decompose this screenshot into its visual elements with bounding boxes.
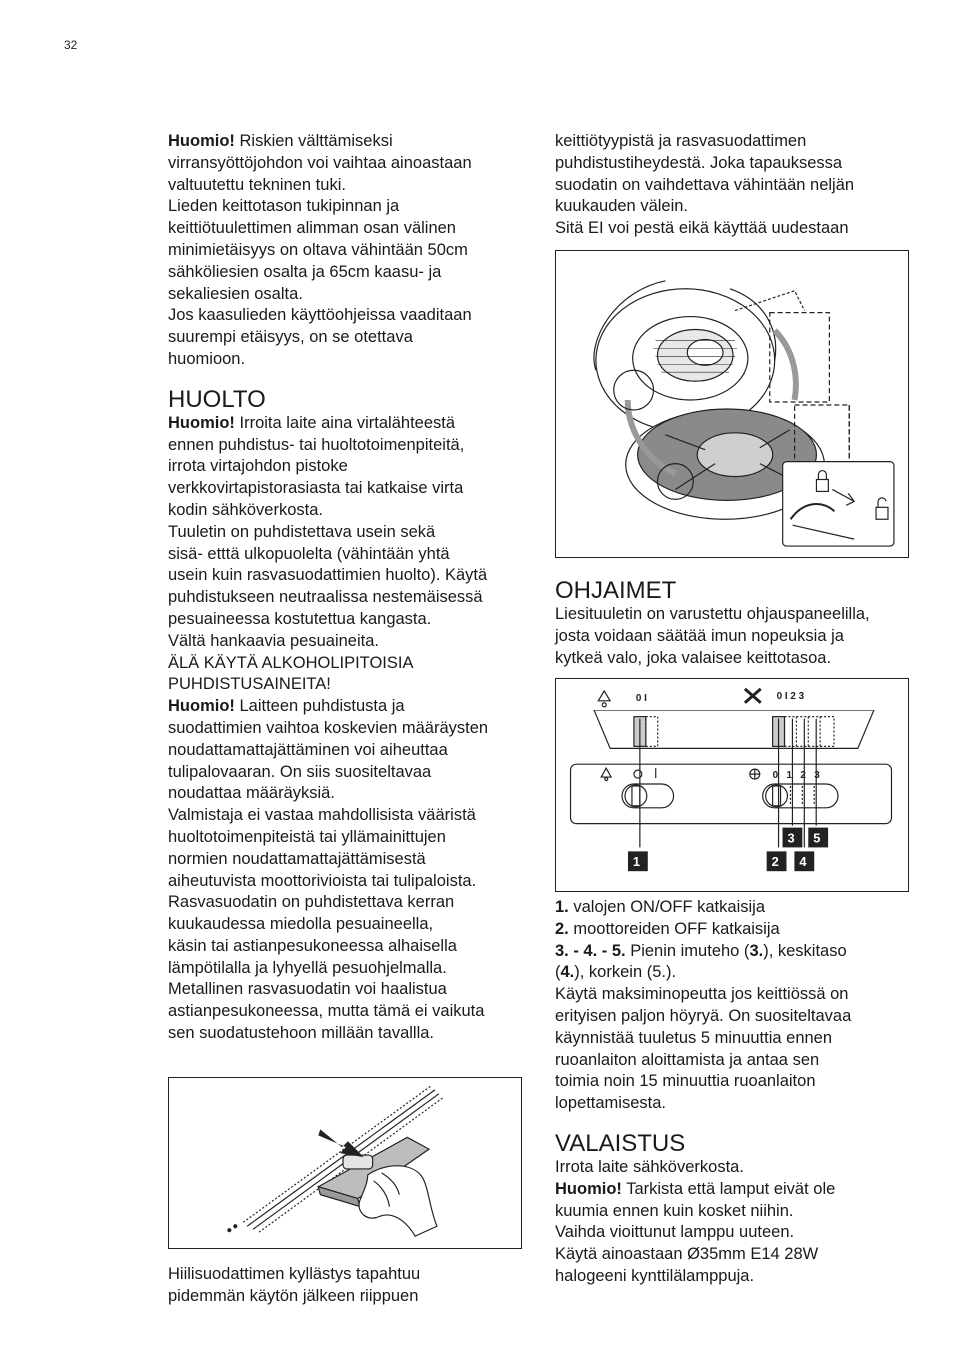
text-run: ennen puhdistus- tai huoltotoimenpiteitä, [168, 435, 465, 454]
text-line [168, 218, 528, 240]
text-line [555, 1244, 915, 1266]
text-run: aiheutuvista moottorivioista tai tulipaloista. [168, 871, 477, 890]
text-line [168, 979, 528, 1001]
ohjaimet-heading: OHJAIMET [555, 577, 677, 604]
text-line [168, 153, 528, 175]
text-line [168, 1264, 420, 1286]
text-line [168, 609, 528, 631]
text-line [555, 218, 915, 240]
text-line [555, 897, 915, 919]
control-panel-illustration [556, 679, 908, 891]
callout-4: 4 [799, 854, 807, 870]
text-run: usein kuin rasvasuodattimien huolto). Käytä [168, 566, 488, 585]
text-line [555, 941, 915, 963]
text-line [168, 1023, 528, 1045]
text-line [168, 1286, 420, 1308]
left-column [168, 131, 528, 1045]
text-run: Irroita laite aina virtalähteestä [234, 413, 456, 432]
right-column-mid [555, 578, 915, 669]
text-line [168, 478, 528, 500]
text-line [555, 1222, 915, 1244]
text-run: Valmistaja ei vastaa mahdollisista vääristä [168, 806, 476, 825]
text-run: valtuutettu tekninen tuki. [168, 175, 346, 194]
bold-run: 3. - 4. - 5. [555, 941, 626, 960]
text-line [555, 1050, 915, 1072]
text-run: ( [555, 963, 561, 982]
text-line [168, 740, 528, 762]
text-line [168, 544, 528, 566]
text-line [555, 984, 915, 1006]
text-line [555, 648, 915, 670]
valaistus-section [555, 1157, 915, 1288]
bold-run: 1. [555, 898, 569, 916]
text-line [168, 805, 528, 827]
text-line [168, 196, 528, 218]
right-column-bottom [555, 897, 915, 1288]
text-line [168, 435, 528, 457]
text-line [168, 871, 528, 893]
text-run: Rasvasuodatin on puhdistettava kerran [168, 893, 455, 912]
text-line [555, 153, 915, 175]
top-fan-label: 0 I 2 3 [776, 690, 805, 702]
text-run: noudattamattajättäminen voi aiheuttaa [168, 740, 448, 759]
lamp-icon [598, 691, 610, 707]
bold-run: 4. [560, 963, 575, 982]
filter-removal-illustration [169, 1078, 521, 1248]
text-run: virransyöttöjohdon voi vaihtaa ainoastaan [168, 153, 472, 172]
text-line [168, 413, 528, 435]
text-run: sähköliesien osalta ja 65cm kaasu- ja [168, 262, 442, 281]
text-line [168, 522, 528, 544]
text-run: Metallinen rasvasuodatin voi haalistua [168, 980, 447, 999]
text-line [555, 1266, 915, 1288]
text-run: käsin tai astianpesukoneessa alhaisella [168, 936, 457, 955]
page-number: 32 [64, 38, 78, 52]
fan-pos-3: 3 [814, 770, 820, 782]
text-run: normien noudattamattajättämisestä [168, 849, 426, 868]
ohjaimet-section [555, 604, 915, 669]
text-line [168, 456, 528, 478]
text-run: Tarkista että lamput eivät ole [621, 1179, 836, 1198]
callout-1: 1 [632, 854, 641, 870]
valaistus-heading: VALAISTUS [555, 1129, 686, 1157]
text-line [168, 327, 528, 349]
control-panel-figure [555, 678, 909, 892]
text-run: kuukaudessa miedolla pesuaineella, [168, 915, 434, 934]
text-run: erityisen paljon höyryä. On suositeltavaa [555, 1006, 852, 1025]
text-line [555, 626, 915, 648]
text-line [555, 1028, 915, 1050]
text-run: noudattaa määräyksiä. [168, 784, 335, 803]
text-line [168, 175, 528, 197]
text-line [168, 892, 528, 914]
text-line [555, 1093, 915, 1115]
charcoal-filter-caption [168, 1264, 420, 1308]
text-line [168, 914, 528, 936]
huolto-heading: HUOLTO [168, 385, 266, 413]
text-line [555, 1006, 915, 1028]
fan-pos-0: 0 [772, 770, 779, 782]
text-line [168, 305, 528, 327]
text-run: Vaihda vioittunut lamppu uuteen. [555, 1223, 795, 1242]
huolto-section [168, 413, 528, 1045]
text-run: Vältä hankaavia pesuaineita. [168, 631, 379, 650]
text-run: käynnistää tuuletus 5 minuuttia ennen [555, 1028, 833, 1047]
arrow-icon [318, 1129, 363, 1157]
text-run: huoltotoimenpiteistä tai yllämainittujen [168, 827, 446, 846]
callout-5: 5 [813, 830, 821, 846]
text-line [168, 849, 528, 871]
callout-2: 2 [771, 854, 779, 870]
text-run: kuumia ennen kuin kosket niihin. [555, 1201, 794, 1220]
bold-run: 3. [749, 941, 764, 960]
text-run: pesuaineessa kostutettua kangasta. [168, 609, 432, 628]
text-run: Liesituuletin on varustettu ohjauspaneelilla, [555, 605, 870, 623]
text-run: puhdistukseen neutraalissa nestemäisessä [168, 588, 483, 607]
text-run: irrota virtajohdon pistoke [168, 457, 348, 476]
text-run: huomioon. [168, 349, 246, 368]
text-line [168, 631, 528, 653]
text-line [168, 653, 528, 675]
text-run: minimietäisyys on oltava vähintään 50cm [168, 240, 468, 259]
text-line [555, 1179, 915, 1201]
text-line [555, 196, 915, 218]
text-line [168, 262, 528, 284]
text-run: lämpötilalla ja lyhyellä pesuohjelmalla. [168, 958, 447, 977]
text-run: suurempi etäisyys, on se otettava [168, 328, 413, 347]
text-line [555, 1157, 915, 1179]
bold-run: Huomio! [168, 697, 235, 716]
top-light-label: 0 I [635, 692, 647, 704]
bold-run: 2. [555, 919, 569, 938]
text-line [168, 696, 528, 718]
text-run: kodin sähköverkosta. [168, 500, 324, 519]
text-line [168, 240, 528, 262]
text-run: lopettamisesta. [555, 1094, 666, 1113]
text-line [555, 131, 915, 153]
text-run: PUHDISTUSAINEITA! [168, 675, 331, 694]
text-run: ), korkein (5.). [574, 963, 677, 982]
text-line [168, 284, 528, 306]
text-run: Lieden keittotason tukipinnan ja [168, 197, 400, 216]
text-line [168, 958, 528, 980]
text-run: moottoreiden OFF katkaisija [568, 919, 780, 938]
text-run: halogeeni kynttilälamppuja. [555, 1266, 755, 1285]
carbon-filter-figure [555, 250, 909, 558]
text-line [555, 604, 915, 626]
text-line [168, 718, 528, 740]
text-line [168, 762, 528, 784]
text-run: sen suodatustehoon millään tavallla. [168, 1024, 435, 1043]
filter-removal-figure [168, 1077, 522, 1249]
text-line [168, 936, 528, 958]
text-run: sekaliesien osalta. [168, 284, 303, 303]
text-line [555, 1201, 915, 1223]
controls-list [555, 897, 915, 1115]
text-run: pidemmän käytön jälkeen riippuen [168, 1286, 419, 1305]
right-column-top [555, 131, 915, 240]
text-line [168, 674, 528, 696]
text-run: Irrota laite sähköverkosta. [555, 1157, 744, 1176]
text-run: ruoanlaiton aloittamista ja antaa sen [555, 1050, 820, 1069]
text-run: keittiötyypistä ja rasvasuodattimen [555, 132, 807, 150]
callout-3: 3 [787, 830, 795, 846]
fan-icon [745, 689, 761, 703]
text-run: Käytä ainoastaan Ø35mm E14 28W [555, 1245, 819, 1264]
text-run: sisä- etttä ulkopuolelta (vähintään yhtä [168, 544, 450, 563]
text-run: Sitä EI voi pestä eikä käyttää uudestaan [555, 219, 849, 238]
text-run: Laitteen puhdistusta ja [234, 697, 405, 716]
bold-run: Huomio! [168, 132, 235, 150]
text-run: keittiötuulettimen alimman osan välinen [168, 219, 456, 238]
text-run: Riskien välttämiseksi [234, 132, 393, 150]
text-line [168, 565, 528, 587]
bold-run: Huomio! [555, 1179, 622, 1198]
text-run: tulipalovaaran. On siis suositeltavaa [168, 762, 432, 781]
text-run: Pienin imuteho ( [625, 941, 750, 960]
text-run: valojen ON/OFF katkaisija [568, 898, 765, 916]
text-run: josta voidaan säätää imun nopeuksia ja [555, 626, 844, 645]
text-line [168, 827, 528, 849]
text-line [168, 131, 528, 153]
text-run: ), keskitaso [763, 941, 847, 960]
text-line [168, 783, 528, 805]
text-line [555, 962, 915, 984]
text-line [555, 175, 915, 197]
text-run: kytkeä valo, joka valaisee keittotasoa. [555, 648, 832, 667]
text-run: Käytä maksiminopeutta jos keittiössä on [555, 985, 849, 1004]
text-line [555, 919, 915, 941]
text-line [168, 500, 528, 522]
text-run: toimia noin 15 minuuttia ruoanlaiton [555, 1072, 816, 1091]
fan-pos-2: 2 [800, 770, 806, 782]
text-run: suodattimien vaihtoa koskevien määräysten [168, 718, 489, 737]
carbon-filter-illustration [556, 251, 908, 557]
text-line [168, 1001, 528, 1023]
fan-icon-lower [750, 769, 760, 779]
text-run: puhdistustiheydestä. Joka tapauksessa [555, 153, 843, 172]
text-run: suodatin on vaihdettava vähintään neljän [555, 175, 855, 194]
text-run: ÄLÄ KÄYTÄ ALKOHOLIPITOISIA [168, 653, 414, 672]
bold-run: Huomio! [168, 413, 235, 432]
text-run: Tuuletin on puhdistettava usein sekä [168, 522, 436, 541]
text-run: astianpesukoneessa, mutta tämä ei vaikuta [168, 1002, 485, 1021]
fan-pos-1: 1 [786, 770, 793, 782]
text-line [555, 1071, 915, 1093]
text-run: verkkovirtapistorasiasta tai katkaise virta [168, 479, 464, 498]
text-run: Hiilisuodattimen kyllästys tapahtuu [168, 1265, 421, 1283]
text-line [168, 587, 528, 609]
intro-section [168, 131, 528, 371]
text-line [168, 349, 528, 371]
text-run: kuukauden välein. [555, 197, 689, 216]
text-run: Jos kaasulieden käyttöohjeissa vaaditaan [168, 306, 472, 325]
